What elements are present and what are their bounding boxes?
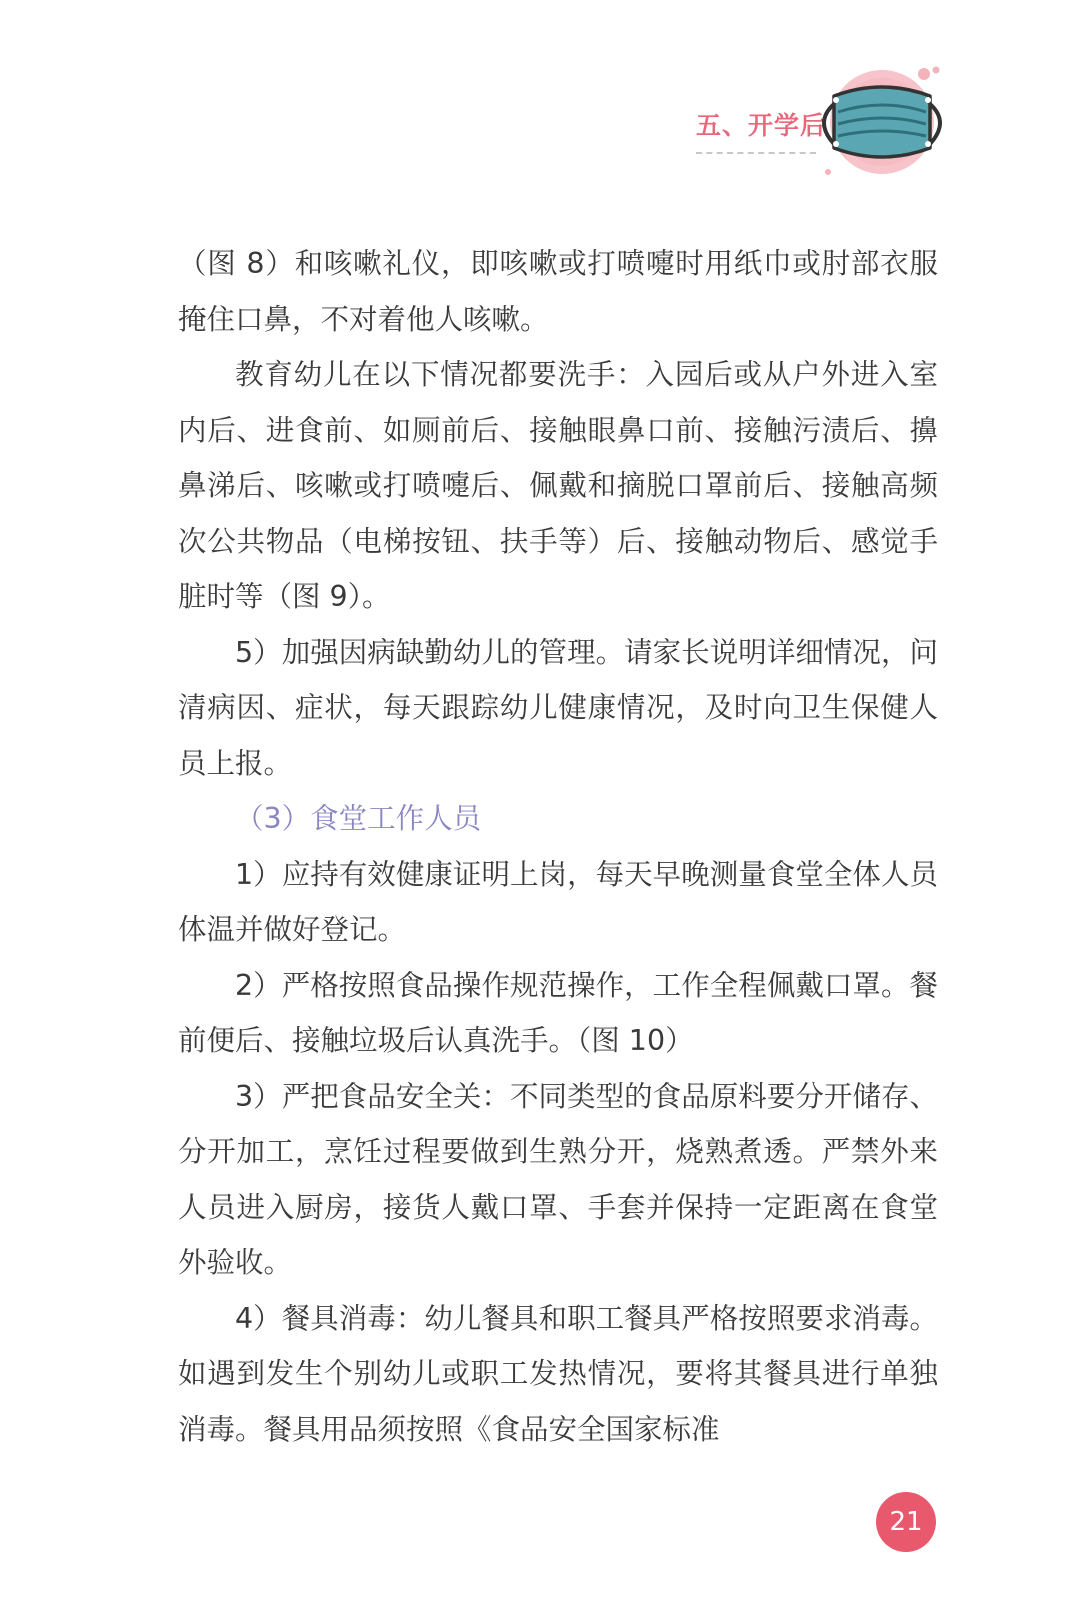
paragraph-health-certificate: 1）应持有效健康证明上岗，每天早晚测量食堂全体人员体温并做好登记。: [178, 857, 938, 946]
subheading-canteen-staff: （3）食堂工作人员: [235, 802, 482, 835]
paragraph-continued: （图 8）和咳嗽礼仪，即咳嗽或打喷嚏时用纸巾或肘部衣服掩住口鼻，不对着他人咳嗽。: [178, 247, 938, 336]
paragraph-food-safety: 3）严把食品安全关：不同类型的食品原料要分开储存、分开加工，烹饪过程要做到生熟分开，烧熟煮透。严禁外来人员进入厨房，接货人戴口罩、手套并保持一定距离在食堂外验收。: [178, 1079, 938, 1279]
section-title: 五、开学后: [696, 111, 827, 140]
paragraph-tableware-disinfection: 4）餐具消毒：幼儿餐具和职工餐具严格按照要求消毒。如遇到发生个别幼儿或职工发热情况，要将其餐具进行单独消毒。餐具用品须按照《食品安全国家标准: [178, 1301, 938, 1446]
paragraph-operation-norms: 2）严格按照食品操作规范操作，工作全程佩戴口罩。餐前便后、接触垃圾后认真洗手。（图 10）: [178, 968, 938, 1057]
header-dash-divider: [696, 152, 816, 154]
page-number-badge: 21: [876, 1492, 936, 1552]
face-mask-icon: [812, 60, 962, 190]
paragraph-absence-management: 5）加强因病缺勤幼儿的管理。请家长说明详细情况，问清病因、症状，每天跟踪幼儿健康情况，及时向卫生保健人员上报。: [178, 635, 938, 780]
paragraph-handwashing: 教育幼儿在以下情况都要洗手：入园后或从户外进入室内后、进食前、如厕前后、接触眼鼻口前、接触污渍后、擤鼻涕后、咳嗽或打喷嚏后、佩戴和摘脱口罩前后、接触高频次公共物品（电梯按钮、扶手等）后、接触动物后、感觉手脏时等（图 9）。: [178, 358, 938, 613]
page-header: [0, 0, 1080, 200]
body-text: [178, 236, 938, 1457]
